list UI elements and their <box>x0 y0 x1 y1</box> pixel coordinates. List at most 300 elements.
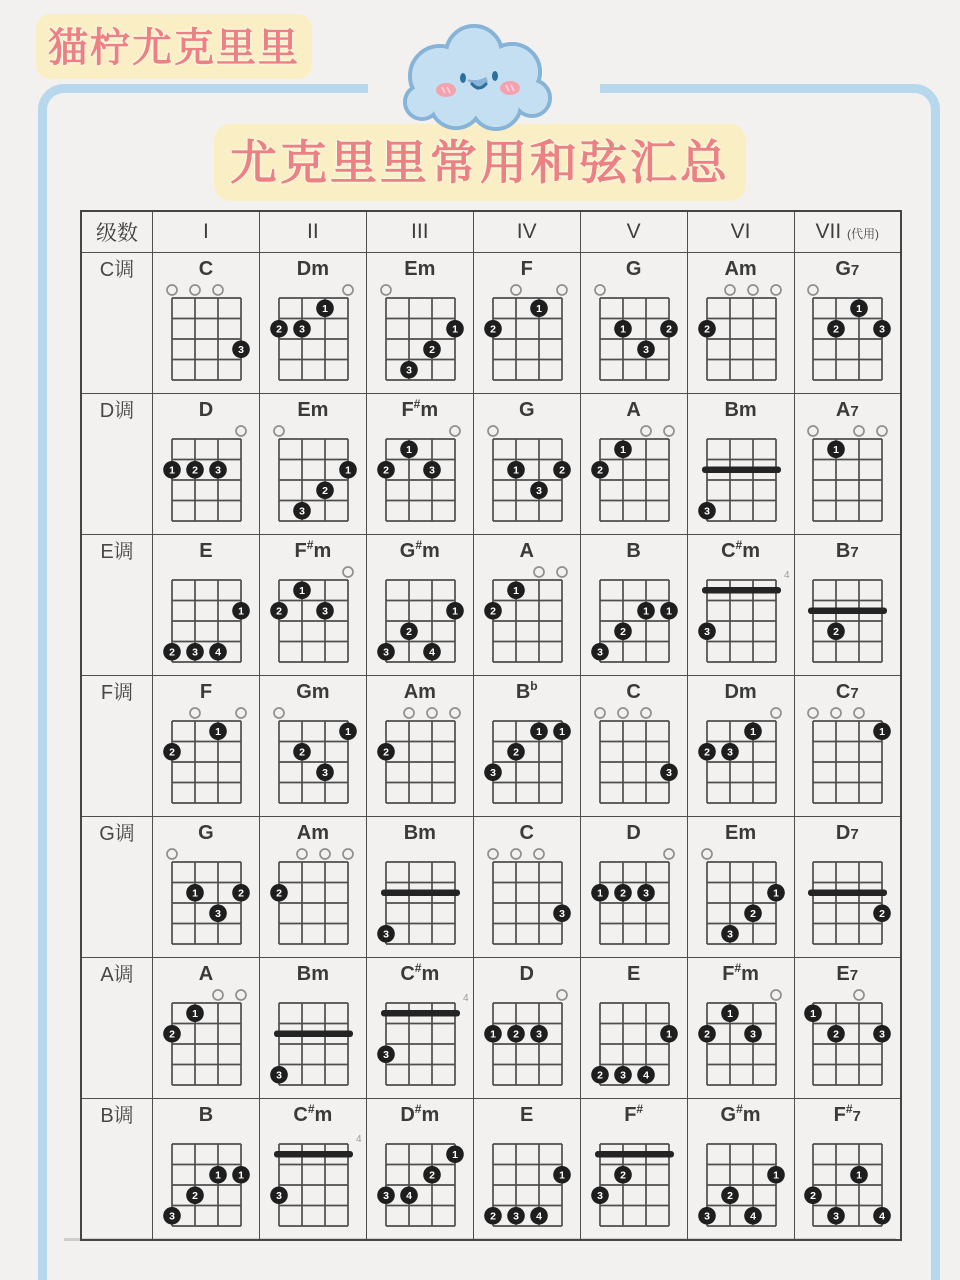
finger-number: 1 <box>558 1169 565 1182</box>
chord-cell <box>473 1099 580 1241</box>
chord-name: F#m <box>722 961 759 985</box>
finger-number: 4 <box>428 646 435 659</box>
finger-number: 1 <box>558 726 565 739</box>
chord-cell <box>259 253 366 394</box>
chord-name: C <box>626 681 641 703</box>
chord-diagram <box>261 1127 365 1231</box>
finger-number: 2 <box>665 323 672 336</box>
open-string-marker <box>595 285 605 295</box>
chord-name: E <box>199 540 213 562</box>
finger-number: 2 <box>489 1210 496 1223</box>
chord-cell <box>687 1099 794 1241</box>
chord-name: D <box>198 399 214 421</box>
chord-cell <box>366 1099 473 1241</box>
open-string-marker <box>213 285 223 295</box>
chord-cell <box>687 676 794 817</box>
barre-bar <box>381 890 460 896</box>
finger-number: 2 <box>428 344 435 357</box>
finger-number: 1 <box>749 726 756 739</box>
chord-cell <box>259 676 366 817</box>
finger-number: 3 <box>642 344 649 357</box>
finger-number: 3 <box>535 485 542 498</box>
chord-diagram <box>689 1127 793 1231</box>
chord-cell <box>153 1099 260 1241</box>
chord-name: A <box>626 399 641 421</box>
finger-number: 3 <box>215 464 221 477</box>
finger-number: 3 <box>382 646 389 659</box>
finger-number: 3 <box>169 1210 175 1223</box>
finger-number: 1 <box>298 585 305 598</box>
chord-diagram <box>689 845 793 949</box>
column-header: III <box>366 211 473 253</box>
chord-diagram <box>689 704 793 808</box>
header-note: (代用) <box>847 227 880 241</box>
open-string-marker <box>534 849 544 859</box>
column-header: II <box>259 211 366 253</box>
finger-number: 4 <box>749 1210 756 1223</box>
chord-cell <box>259 394 366 535</box>
chord-diagram <box>795 986 899 1090</box>
open-string-marker <box>771 285 781 295</box>
chord-name: F# <box>624 1102 644 1126</box>
finger-number: 2 <box>512 1028 519 1041</box>
open-string-marker <box>557 285 567 295</box>
finger-number: 2 <box>382 746 389 759</box>
chord-diagram <box>368 704 472 808</box>
open-string-marker <box>595 708 605 718</box>
key-label: D调 <box>81 394 153 535</box>
finger-number: 3 <box>749 1028 756 1041</box>
key-row <box>81 958 901 1099</box>
chord-diagram <box>475 281 579 385</box>
barre-bar <box>702 467 781 473</box>
column-header: VII (代用) <box>794 211 901 253</box>
open-string-marker <box>190 708 200 718</box>
key-label: A调 <box>81 958 153 1099</box>
chord-cell <box>366 958 473 1099</box>
chord-cell <box>794 817 901 958</box>
chord-cell <box>794 253 901 394</box>
cloud-icon <box>378 14 574 138</box>
finger-number: 3 <box>275 1069 282 1082</box>
fret-position-label: 4 <box>462 993 469 1004</box>
chord-name: G#m <box>720 1102 761 1126</box>
finger-number: 3 <box>238 344 244 357</box>
open-string-marker <box>450 708 460 718</box>
chord-cell <box>794 394 901 535</box>
finger-number: 3 <box>535 1028 542 1041</box>
chord-name: C#m <box>721 538 761 562</box>
open-string-marker <box>488 426 498 436</box>
open-string-marker <box>450 426 460 436</box>
chord-diagram <box>795 563 899 667</box>
open-string-marker <box>854 426 864 436</box>
finger-number: 2 <box>619 887 626 900</box>
finger-number: 4 <box>405 1190 412 1203</box>
chord-diagram <box>795 704 899 808</box>
finger-number: 3 <box>726 928 733 941</box>
header-row <box>81 211 901 253</box>
chord-name: Gm <box>296 681 330 703</box>
chord-cell <box>794 1099 901 1241</box>
chord-cell <box>153 394 260 535</box>
chord-name: E <box>626 963 641 985</box>
finger-number: 3 <box>703 505 710 518</box>
chord-diagram <box>154 422 258 526</box>
finger-number: 1 <box>642 605 649 618</box>
finger-number: 1 <box>405 444 412 457</box>
chord-cell <box>153 535 260 676</box>
open-string-marker <box>808 708 818 718</box>
finger-number: 1 <box>192 1008 198 1021</box>
finger-number: 1 <box>451 1149 458 1162</box>
open-string-marker <box>381 285 391 295</box>
chord-name: Bm <box>296 963 329 985</box>
finger-number: 3 <box>665 767 672 780</box>
finger-number: 3 <box>298 323 305 336</box>
chord-cell <box>687 253 794 394</box>
finger-number: 1 <box>489 1028 496 1041</box>
chord-name: Dm <box>724 681 757 703</box>
chord-cell <box>366 817 473 958</box>
chord-diagram <box>368 986 472 1090</box>
chord-cell <box>687 958 794 1099</box>
open-string-marker <box>557 990 567 1000</box>
finger-number: 1 <box>169 464 175 477</box>
chord-cell <box>153 958 260 1099</box>
chord-name: B7 <box>835 540 859 562</box>
chord-diagram <box>475 563 579 667</box>
finger-number: 2 <box>192 1190 198 1203</box>
chord-name: D <box>519 963 534 985</box>
finger-number: 3 <box>405 364 412 377</box>
open-string-marker <box>213 990 223 1000</box>
finger-number: 1 <box>344 464 351 477</box>
key-row <box>81 253 901 394</box>
finger-number: 1 <box>665 1028 672 1041</box>
chord-cell <box>473 253 580 394</box>
chord-diagram <box>795 845 899 949</box>
chord-diagram <box>582 986 686 1090</box>
finger-number: 1 <box>321 303 328 316</box>
chord-cell <box>366 253 473 394</box>
finger-number: 1 <box>344 726 351 739</box>
chord-diagram <box>261 281 365 385</box>
open-string-marker <box>488 849 498 859</box>
finger-number: 1 <box>726 1008 733 1021</box>
finger-number: 2 <box>275 887 282 900</box>
finger-number: 2 <box>619 1169 626 1182</box>
chord-diagram <box>582 422 686 526</box>
chord-diagram <box>261 422 365 526</box>
finger-number: 1 <box>535 303 542 316</box>
chord-cell <box>794 958 901 1099</box>
chord-name: G#m <box>399 538 440 562</box>
finger-number: 2 <box>489 323 496 336</box>
finger-number: 3 <box>428 464 435 477</box>
barre-bar <box>381 1010 460 1016</box>
chord-diagram <box>368 281 472 385</box>
open-string-marker <box>236 708 246 718</box>
barre-bar <box>808 890 887 896</box>
chord-name: E <box>520 1104 534 1126</box>
chord-name: C#m <box>293 1102 333 1126</box>
chord-name: D7 <box>835 822 859 844</box>
fret-position-label: 4 <box>355 1134 362 1145</box>
open-string-marker <box>190 285 200 295</box>
key-label: B调 <box>81 1099 153 1241</box>
chord-diagram <box>795 1127 899 1231</box>
chord-diagram <box>582 1127 686 1231</box>
chord-diagram <box>368 845 472 949</box>
finger-number: 1 <box>192 887 198 900</box>
column-header: V <box>580 211 687 253</box>
finger-number: 3 <box>382 1049 389 1062</box>
key-label: C调 <box>81 253 153 394</box>
key-row <box>81 1099 901 1241</box>
finger-number: 1 <box>238 605 244 618</box>
chord-cell <box>580 535 687 676</box>
open-string-marker <box>748 285 758 295</box>
chord-diagram <box>689 422 793 526</box>
chord-name: C7 <box>835 681 859 703</box>
chord-diagram <box>154 704 258 808</box>
finger-number: 3 <box>321 605 328 618</box>
finger-number: 2 <box>382 464 389 477</box>
chord-diagram <box>475 986 579 1090</box>
chord-name: A <box>198 963 214 985</box>
finger-number: 3 <box>489 767 496 780</box>
chord-cell <box>366 394 473 535</box>
chord-cell <box>473 535 580 676</box>
chord-cell <box>259 958 366 1099</box>
finger-number: 3 <box>596 646 603 659</box>
chord-diagram <box>261 563 365 667</box>
open-string-marker <box>343 849 353 859</box>
finger-number: 1 <box>215 1169 221 1182</box>
chord-cell <box>153 817 260 958</box>
finger-number: 2 <box>489 605 496 618</box>
chord-cell <box>794 535 901 676</box>
finger-number: 3 <box>512 1210 519 1223</box>
open-string-marker <box>854 990 864 1000</box>
chord-name: F#7 <box>833 1102 861 1126</box>
open-string-marker <box>808 285 818 295</box>
finger-number: 1 <box>833 444 840 457</box>
chord-diagram <box>475 704 579 808</box>
chord-name: Bm <box>724 399 757 421</box>
open-string-marker <box>557 567 567 577</box>
finger-number: 1 <box>879 726 886 739</box>
finger-number: 2 <box>596 464 603 477</box>
finger-number: 2 <box>833 323 840 336</box>
finger-number: 3 <box>879 323 886 336</box>
chord-name: F#m <box>401 397 439 421</box>
chord-diagram <box>582 281 686 385</box>
chord-table <box>80 210 902 1241</box>
open-string-marker <box>274 708 284 718</box>
finger-number: 2 <box>321 485 328 498</box>
finger-number: 1 <box>596 887 603 900</box>
fret-position-label: 4 <box>783 570 790 581</box>
open-string-marker <box>702 849 712 859</box>
chord-diagram <box>154 986 258 1090</box>
finger-number: 1 <box>856 303 863 316</box>
column-header: 级数 <box>81 211 153 253</box>
finger-number: 2 <box>879 908 886 921</box>
chord-name: $B^b$ <box>515 679 538 703</box>
chord-name: Am <box>296 822 329 844</box>
open-string-marker <box>808 426 818 436</box>
finger-number: 3 <box>215 908 221 921</box>
finger-number: 1 <box>619 444 626 457</box>
open-string-marker <box>274 426 284 436</box>
finger-number: 4 <box>535 1210 542 1223</box>
chord-diagram <box>795 422 899 526</box>
chord-diagram <box>475 422 579 526</box>
finger-number: 2 <box>169 646 175 659</box>
chord-cell <box>366 676 473 817</box>
chord-diagram <box>154 1127 258 1231</box>
chord-cell <box>580 817 687 958</box>
chord-cell <box>366 535 473 676</box>
chord-name: Em <box>297 399 329 421</box>
key-row <box>81 394 901 535</box>
open-string-marker <box>297 849 307 859</box>
open-string-marker <box>771 990 781 1000</box>
chord-diagram <box>689 563 793 667</box>
finger-number: 2 <box>169 746 175 759</box>
finger-number: 3 <box>321 767 328 780</box>
chord-diagram <box>582 704 686 808</box>
brand-title: 猫柠尤克里里 <box>36 14 312 79</box>
barre-bar <box>702 587 781 593</box>
finger-number: 2 <box>726 1190 733 1203</box>
barre-bar <box>274 1031 353 1037</box>
chord-name: C <box>198 258 214 280</box>
chord-diagram <box>261 845 365 949</box>
finger-number: 2 <box>238 887 244 900</box>
open-string-marker <box>618 708 628 718</box>
finger-number: 1 <box>215 726 221 739</box>
finger-number: 1 <box>238 1169 244 1182</box>
chord-name: G7 <box>835 258 860 280</box>
finger-number: 3 <box>703 626 710 639</box>
finger-number: 4 <box>879 1210 886 1223</box>
finger-number: 2 <box>703 323 710 336</box>
finger-number: 2 <box>833 1028 840 1041</box>
chord-name: G <box>518 399 535 421</box>
open-string-marker <box>877 426 887 436</box>
chord-diagram <box>154 281 258 385</box>
finger-number: 3 <box>192 646 198 659</box>
finger-number: 1 <box>535 726 542 739</box>
chord-cell <box>473 817 580 958</box>
finger-number: 3 <box>703 1210 710 1223</box>
open-string-marker <box>404 708 414 718</box>
finger-number: 1 <box>665 605 672 618</box>
chord-cell <box>794 676 901 817</box>
finger-number: 2 <box>703 1028 710 1041</box>
chord-name: D#m <box>400 1102 440 1126</box>
finger-number: 2 <box>810 1190 817 1203</box>
open-string-marker <box>236 990 246 1000</box>
open-string-marker <box>343 285 353 295</box>
open-string-marker <box>725 285 735 295</box>
finger-number: 2 <box>619 626 626 639</box>
chord-cell <box>259 535 366 676</box>
chord-cell <box>580 253 687 394</box>
key-label: E调 <box>81 535 153 676</box>
chord-diagram <box>261 986 365 1090</box>
open-string-marker <box>427 708 437 718</box>
finger-number: 3 <box>382 928 389 941</box>
finger-number: 3 <box>382 1190 389 1203</box>
open-string-marker <box>771 708 781 718</box>
finger-number: 1 <box>512 585 519 598</box>
key-label: G调 <box>81 817 153 958</box>
finger-number: 2 <box>275 323 282 336</box>
finger-number: 3 <box>726 746 733 759</box>
chord-name: Am <box>403 681 436 703</box>
chord-diagram <box>582 845 686 949</box>
open-string-marker <box>534 567 544 577</box>
finger-number: 2 <box>512 746 519 759</box>
open-string-marker <box>641 708 651 718</box>
chord-diagram <box>689 986 793 1090</box>
chord-name: B <box>626 540 641 562</box>
column-header: I <box>153 211 260 253</box>
chord-name: Dm <box>296 258 329 280</box>
chord-name: E7 <box>836 963 859 985</box>
chord-cell <box>153 676 260 817</box>
finger-number: 1 <box>512 464 519 477</box>
finger-number: 2 <box>275 605 282 618</box>
chord-name: A7 <box>835 399 859 421</box>
finger-number: 2 <box>833 626 840 639</box>
chord-name: F <box>199 681 213 703</box>
chord-diagram <box>154 845 258 949</box>
chord-name: C#m <box>400 961 440 985</box>
open-string-marker <box>343 567 353 577</box>
chord-cell <box>153 253 260 394</box>
chord-diagram <box>689 281 793 385</box>
finger-number: 3 <box>642 887 649 900</box>
finger-number: 3 <box>596 1190 603 1203</box>
chord-name: C <box>519 822 534 844</box>
page-title: 尤克里里常用和弦汇总 <box>214 124 746 201</box>
finger-number: 2 <box>703 746 710 759</box>
chord-name: Am <box>724 258 757 280</box>
finger-number: 1 <box>451 323 458 336</box>
open-string-marker <box>167 849 177 859</box>
chord-cell <box>580 1099 687 1241</box>
finger-number: 1 <box>772 887 779 900</box>
barre-bar <box>274 1151 353 1157</box>
chord-cell <box>259 1099 366 1241</box>
finger-number: 2 <box>298 746 305 759</box>
chord-cell <box>259 817 366 958</box>
chord-name: F#m <box>294 538 332 562</box>
chord-diagram <box>154 563 258 667</box>
chord-name: F <box>520 258 533 280</box>
open-string-marker <box>167 285 177 295</box>
open-string-marker <box>831 708 841 718</box>
open-string-marker <box>641 426 651 436</box>
chord-cell <box>580 958 687 1099</box>
open-string-marker <box>664 849 674 859</box>
chord-name: Bm <box>403 822 436 844</box>
